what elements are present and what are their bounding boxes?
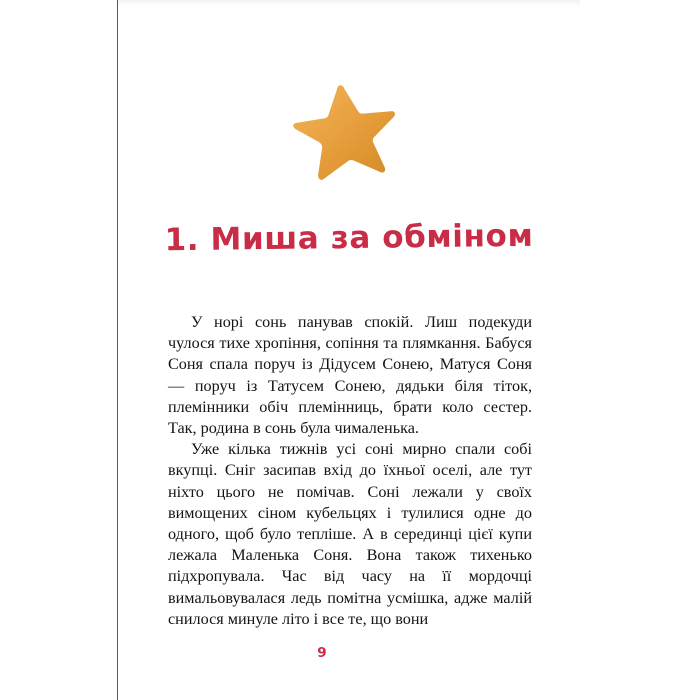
page-surround-background: [580, 0, 700, 700]
body-paragraph-2: Уже кілька тижнів усі соні мирно спали собі вкупці. Сніг засипав вхід до їхньої оселі, але тут ніхто цього не помічав. Соні лежали у своїх вимощених сіном кубельцях і тулилися одне до одного, щоб було тепліше. А в серединці цієї купи лежала Маленька Соня. Вона також тихенько підхропувала. Час від часу на її мордочці вимальовувалася ледь помітна усмішка, адже малій снилося минуле літо і все те, що вони: [168, 440, 532, 628]
body-paragraph-1: У норі сонь панував спокій. Лиш подекуди чулося тихе хропіння, сопіння та плямкання. Бабуся Соня спала поруч із Дідусем Сонею, Матуся Соня — поруч із Татусем Сонею, дядьки біля тіток, племінники обіч племінниць, брати коло сестер. Так, родина в сонь була чималенька.: [168, 313, 532, 438]
chapter-title: 1. Миша за обміном: [164, 217, 534, 259]
left-page-verso: [0, 0, 118, 700]
page-top-edge: [118, 0, 580, 7]
star-icon: [282, 82, 408, 180]
page-number: 9: [317, 645, 327, 661]
body-text-block: [168, 312, 532, 630]
